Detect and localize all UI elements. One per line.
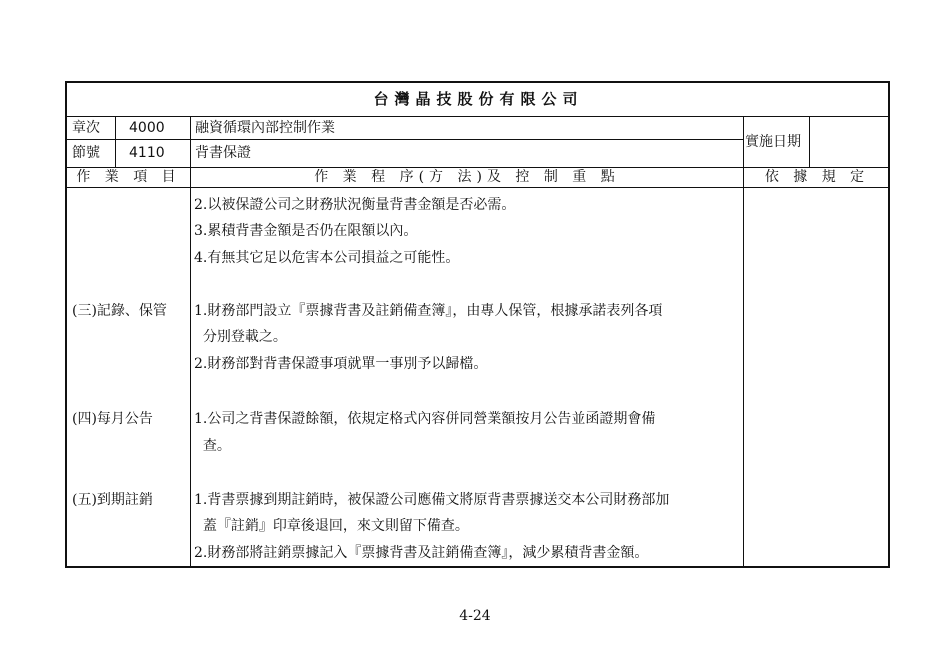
- chapter-number: 4000: [129, 120, 165, 136]
- item-label: (四)每月公告: [72, 411, 153, 427]
- effective-date-label: 實施日期: [745, 134, 801, 150]
- procedure-line: 查。: [194, 438, 231, 454]
- chapter-label: 章次: [72, 120, 100, 136]
- column-header-basis: 依 據 規 定: [764, 169, 870, 185]
- section-label: 節號: [72, 145, 100, 161]
- procedure-line: 1.公司之背書保證餘額，依規定格式內容併同營業額按月公告並函證期會備: [194, 411, 656, 427]
- procedure-line: 3.累積背書金額是否仍在限額以內。: [194, 223, 418, 239]
- page-number: 4-24: [459, 608, 491, 624]
- item-label: (五)到期註銷: [72, 492, 153, 508]
- procedure-line: 1.背書票據到期註銷時，被保證公司應備文將原背書票據送交本公司財務部加: [194, 492, 670, 508]
- procedure-line: 4.有無其它足以危害本公司損益之可能性。: [194, 250, 460, 266]
- procedure-line: 2.以被保證公司之財務狀況衡量背書金額是否必需。: [194, 197, 516, 213]
- procedure-document: [65, 81, 890, 568]
- rule: [67, 139, 743, 140]
- procedure-line: 蓋『註銷』印章後退回，來文則留下備查。: [194, 518, 469, 534]
- procedure-line: 2.財務部將註銷票據記入『票據背書及註銷備查簿』，減少累積背書金額。: [194, 545, 649, 561]
- item-label: (三)記錄、保管: [72, 303, 167, 319]
- procedure-line: 分別登載之。: [194, 329, 287, 345]
- section-number: 4110: [129, 145, 165, 161]
- chapter-title: 融資循環內部控制作業: [195, 120, 335, 136]
- rule: [809, 116, 810, 167]
- rule: [115, 116, 116, 167]
- procedure-line: 1.財務部門設立『票據背書及註銷備查簿』，由專人保管，根據承諾表列各項: [194, 303, 663, 319]
- column-header-procedure: 作 業 程 序(方 法)及 控 制 重 點: [314, 169, 620, 185]
- section-title: 背書保證: [195, 145, 251, 161]
- company-name: 台灣晶技股份有限公司: [373, 90, 584, 108]
- column-header-item: 作 業 項 目: [76, 169, 181, 185]
- procedure-line: 2.財務部對背書保證事項就單一事別予以歸檔。: [194, 356, 488, 372]
